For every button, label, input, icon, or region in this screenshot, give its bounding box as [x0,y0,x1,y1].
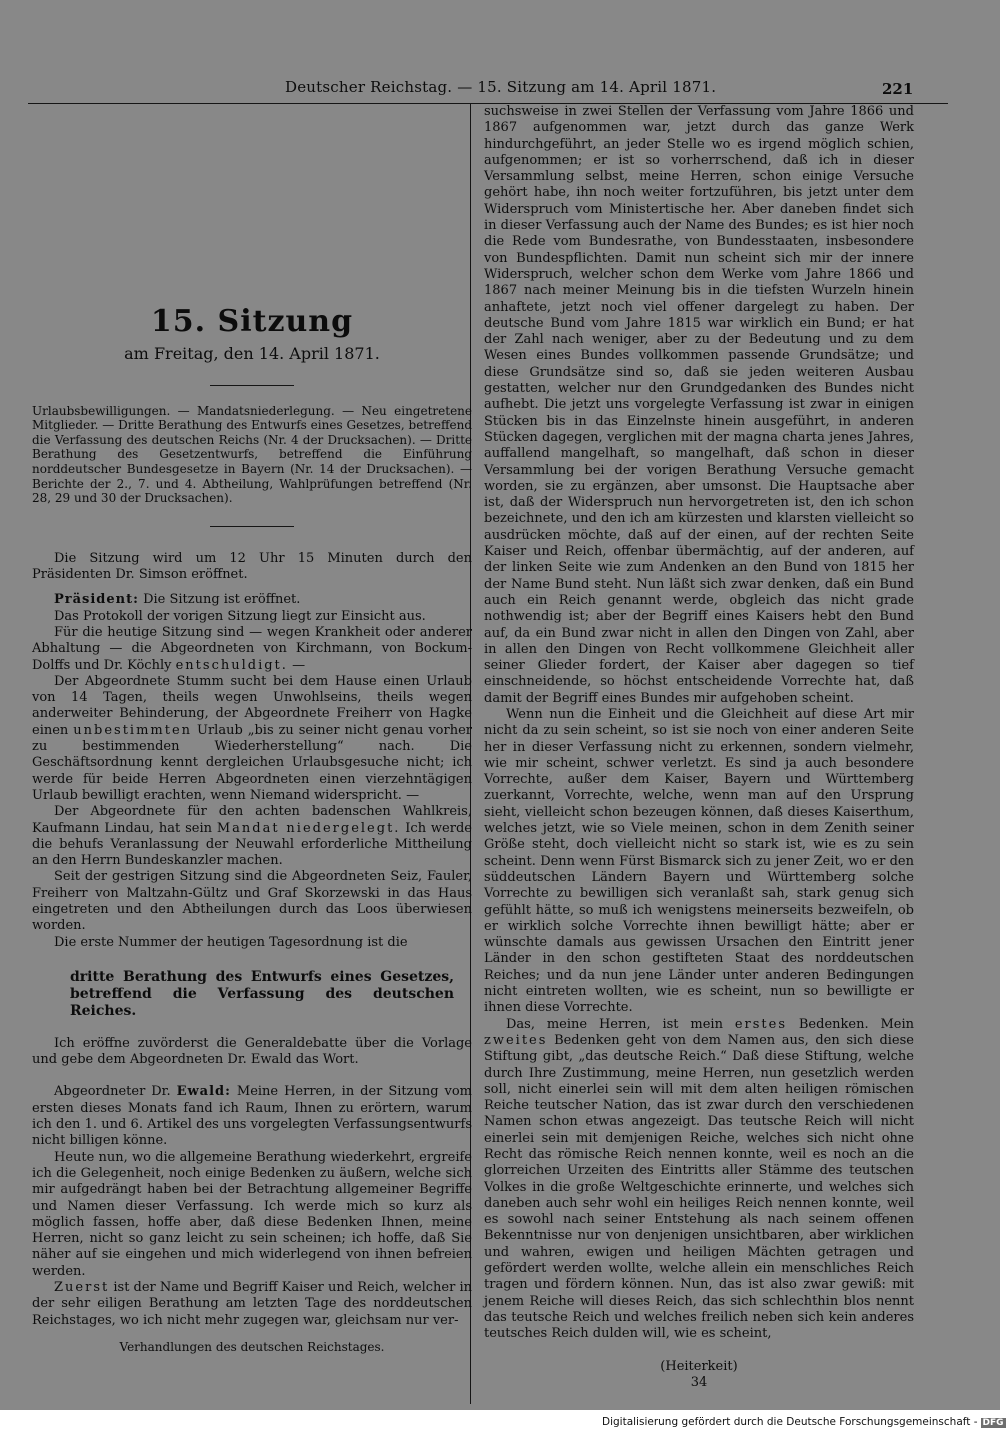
speaker-paragraph: Präsident: Die Sitzung ist eröffnet. [54,592,301,608]
running-header: Deutscher Reichstag. — 15. Sitzung am 14. April 1871. [285,78,717,96]
dfg-logo: DFG [982,1418,1004,1428]
paragraph: Der Abgeordnete für den achten badenschen Wahlkreis, Kaufmann Lindau, hat sein Mandat niedergelegt. Ich werde die behufs Veranlassung der Neuwahl erforderliche Mittheilung an den Herrn Bundeskanzler machen. [32,804,472,869]
speaker-paragraph: Abgeordneter Dr. Ewald: Meine Herren, in der Sitzung vom ersten dieses Monats fand ich Raum, Ihnen zu erörtern, warum ich den 1. und 6. Artikel des uns vorgelegten Verfassungsentwurfs nicht billigen könne. [32,1084,473,1149]
paragraph: suchsweise in zwei Stellen der Verfassung vom Jahre 1866 und 1867 aufgenommen war, jetzt durch das ganze Werk hindurchgeführt, an jeder Stelle wo es irgend möglich schien, aufgenommen; er ist so vorherrschend, daß ich in dieser Versammlung selbst, meine Herren, schon einige Versuche gehört habe, ihn noch weiter fortzuführen, bis jetzt unter dem Widerspruch vom Ministertische her. Aber daneben findet sich in dieser Verfassung auch der Name des Bundes; es ist hier noch die Rede vom Bundesrathe, von Bundesstaaten, insbesondere von Bundespflichten. Damit nun scheint sich mir der innere Widerspruch, welcher schon dem Werke vom Jahre 1866 und 1867 nach meiner Meinung bis in die tiefsten Wurzeln hinein anhaftete, jetzt noch viel offener dargelegt zu haben. Der deutsche Bund vom Jahre 1815 war wirklich ein Bund; er hat der Zahl nach weniger, aber zu der Bedeutung und zu dem Wesen eines Bundes vollkommen passende Grundsätze; und diese Grundsätze sind so, daß sie jeden weiteren Ausbau gestatten, welcher nur den Grundgedanken des Bundes nicht aufhebt. Die jetzt uns vorgelegte Verfassung ist zwar in einigen Stücken bis in das Einzelnste hinein ausgeführt, in anderen Stücken dagegen, verglichen mit der magna charta jenes Jahres, auffallend mangelhaft, so mangelhaft, daß schon in dieser Versammlung bei der vorigen Berathung Versuche gemacht worden, sie zu ergänzen, aber umsonst. Die Hauptsache aber ist, daß der Widerspruch nun hervorgetreten ist, den ich schon bezeichnete, und den ich am kürzesten und klarsten vielleicht so ausdrücken möchte, daß auf der einen, auf der rechten Seite Kaiser und Reich, offenbar übermächtig, auf der anderen, auf der linken Seite wie zum Andenken an den Bund von 1815 her der Name Bund steht. Nun läßt sich zwar denken, daß ein Bund auch ein Reich genannt werde, obgleich das nicht grade nothwendig ist; aber der Begriff eines Kaisers hebt den Bund auf, da ein Bund zwar nicht in allen den Dingen von Zahl, aber in allen den Dingen von Recht vollkommene Gleichheit aller seiner Glieder fordert, der Kaiser aber dagegen so tief einschneidende, so höchst entscheidende Vorrechte hat, daß damit der Begriff eines Bundes mir aufgehoben scheint. [484,104,914,706]
footer-credit [602,1416,1006,1428]
short-rule [210,385,294,386]
paragraph: Für die heutige Sitzung sind — wegen Krankheit oder anderer Abhaltung — die Abgeordneten von Kirchmann, von Bockum-Dolffs und Dr. Köchly entschuldigt. — [32,624,472,673]
opening-paragraph: Die Sitzung wird um 12 Uhr 15 Minuten durch den Präsidenten Dr. Simson eröffnet. [32,550,472,583]
short-rule [210,526,294,527]
speaker-label: Präsident: [54,592,139,608]
agenda-title: dritte Berathung des Entwurfs eines Gesetzes, betreffend die Verfassung des deutschen Reiches. [70,968,454,1019]
session-summary: Urlaubsbewilligungen. — Mandatsniederlegung. — Neu eingetretene Mitglieder. — Dritte Berathung des Entwurfs eines Gesetzes, betreffend die Verfassung des deutschen Reichs (Nr. 4 der Drucksachen). — Dritte Berathung des Gesetzentwurfs, betreffend die Einführung norddeutscher Bundesgesetze in Bayern (Nr. 14 der Drucksachen). — Berichte der 2., 7. und 4. Abtheilung, Wahlprüfungen betreffend (Nr. 28, 29 und 30 der Drucksachen). [32,403,472,506]
paragraph: Ich eröffne zuvörderst die Generaldebatte über die Vorlage und gebe dem Abgeordneten Dr. Ewald das Wort. [32,1035,472,1068]
signature-line: Verhandlungen des deutschen Reichstages. [119,1339,385,1354]
paragraph: Das, meine Herren, ist mein erstes Bedenken. Mein zweites Bedenken geht von dem Namen aus, den sich diese Stiftung gibt, „das deutsche Reich.“ Daß diese Stiftung, welche durch Ihre Zustimmung, meine Herren, nun gesetzlich werden soll, nicht einerlei sein will mit dem alten heiligen römischen Reiche teutscher Nation, das ist zwar durch den verschiedenen Namen schon etwas angezeigt. Das teutsche Reich will nicht einerlei sein mit demjenigen Reiche, welches sich nicht ohne Recht das römische Reich nennen konnte, weil es noch an die glorreichen Urzeiten des Eintritts aller Stämme des teutschen Volkes in die große Weltgeschichte erinnerte, und welches sich daneben auch sehr wohl ein heiliges Reich nennen konnte, weil es sowohl nach seiner Entstehung als nach seinem offenen Bekenntnisse nur von denjenigen unsichtbaren, aber wirklichen und wahren, ewigen und heiligen Mächten getragen und gefördert werden wollte, welche allein ein menschliches Reich tragen und fördern können. Nun, das ist also zwar gewiß: mit jenem Reiche will dieses Reich, das sich schlechthin blos nennt das teutsche Reich und welches freilich neben sich kein anderes teutsches Reich dulden will, wie es scheint, [484,1016,914,1342]
page-number: 221 [882,80,914,98]
paragraph: Seit der gestrigen Sitzung sind die Abgeordneten Seiz, Fauler, Freiherr von Maltzahn-Gültz und Graf Skorzewski in das Haus eingetreten und den Abtheilungen durch das Loos überwiesen worden. [32,869,472,934]
footer-text: Digitalisierung gefördert durch die Deutsche Forschungsgemeinschaft - [602,1416,978,1428]
paragraph: Der Abgeordnete Stumm sucht bei dem Hause einen Urlaub von 14 Tagen, theils wegen Unwohlseins, theils wegen anderweiter Behinderung, der Abgeordnete Freiherr von Hagke einen unbestimmten Urlaub „bis zu seiner nicht genau vorher zu bestimmenden Wiederherstellung“ nach. Die Geschäftsordnung kennt dergleichen Urlaubsgesuche nicht; ich werde für beide Herren Abgeordneten einen vierzehntägigen Urlaub bewilligt erachten, wenn Niemand widerspricht. — [32,673,473,803]
paragraph: Zuerst ist der Name und Begriff Kaiser und Reich, welcher in der sehr eiligen Berathung am letzten Tage des norddeutschen Reichstages, wo ich nicht mehr zugegen war, gleichsam nur ver- [32,1280,472,1328]
paragraph: Heute nun, wo die allgemeine Berathung wiederkehrt, ergreife ich die Gelegenheit, noch einige Bedenken zu äußern, welche sich mir aufgedrängt haben bei der Betrachtung allgemeiner Begriffe und Namen dieser Verfassung. Ich werde mich so kurz als möglich fassen, hoffe aber, daß diese Bedenken Ihnen, meine Herren, nicht so ganz leicht zu sein scheinen; ich hoffe, daß Sie näher auf sie eingehen und mich widerlegend von ihnen befreien werden. [32,1149,472,1279]
signature-number: 34 [690,1374,708,1390]
session-title: 15. Sitzung [150,304,354,339]
session-date: am Freitag, den 14. April 1871. [124,344,380,364]
paragraph: Wenn nun die Einheit und die Gleichheit auf diese Art mir nicht da zu sein scheint, so ist sie noch von einer anderen Seite her in dieser Verfassung nicht zu erkennen, sondern vielmehr, wie mir scheint, schwer verletzt. Es sind ja auch besondere Vorrechte, außer dem Kaiser, Bayern und Württemberg zuerkannt, Vorrechte, welche, wenn man auf den Ursprung sieht, vielleicht schon bezeugen können, daß dieses Kaiserthum, welches jetzt, wie so Viele meinen, schon in dem Zenith seiner Größe steht, doch vielleicht nicht so stark ist, wie es zu sein scheint. Denn wenn Fürst Bismarck sich zu jener Zeit, wo er den süddeutschen Ländern Bayern und Württemberg solche Vorrechte zu bewilligen sich veranlaßt sah, stark genug sich gefühlt hätte, so muß ich wenigstens meinerseits bezweifeln, ob er wirklich solche Vorrechte ihnen bewilligt hätte; aber er wünschte damals aus gewissen Ursachen den Eintritt jener Länder in den schon gestifteten Staat des norddeutschen Reiches; und da nun jene Länder unter anderen Bedingungen nicht eintreten wollten, wie es scheint, nun so bewilligte er ihnen diese Vorrechte. [484,706,914,1016]
paragraph: Das Protokoll der vorigen Sitzung liegt zur Einsicht aus. [54,608,426,624]
speaker-label: Ewald: [176,1084,231,1100]
paragraph: Die erste Nummer der heutigen Tagesordnung ist die [54,934,408,950]
interjection: (Heiterkeit) [660,1358,738,1374]
right-column [484,104,914,1391]
left-column [32,104,472,1355]
